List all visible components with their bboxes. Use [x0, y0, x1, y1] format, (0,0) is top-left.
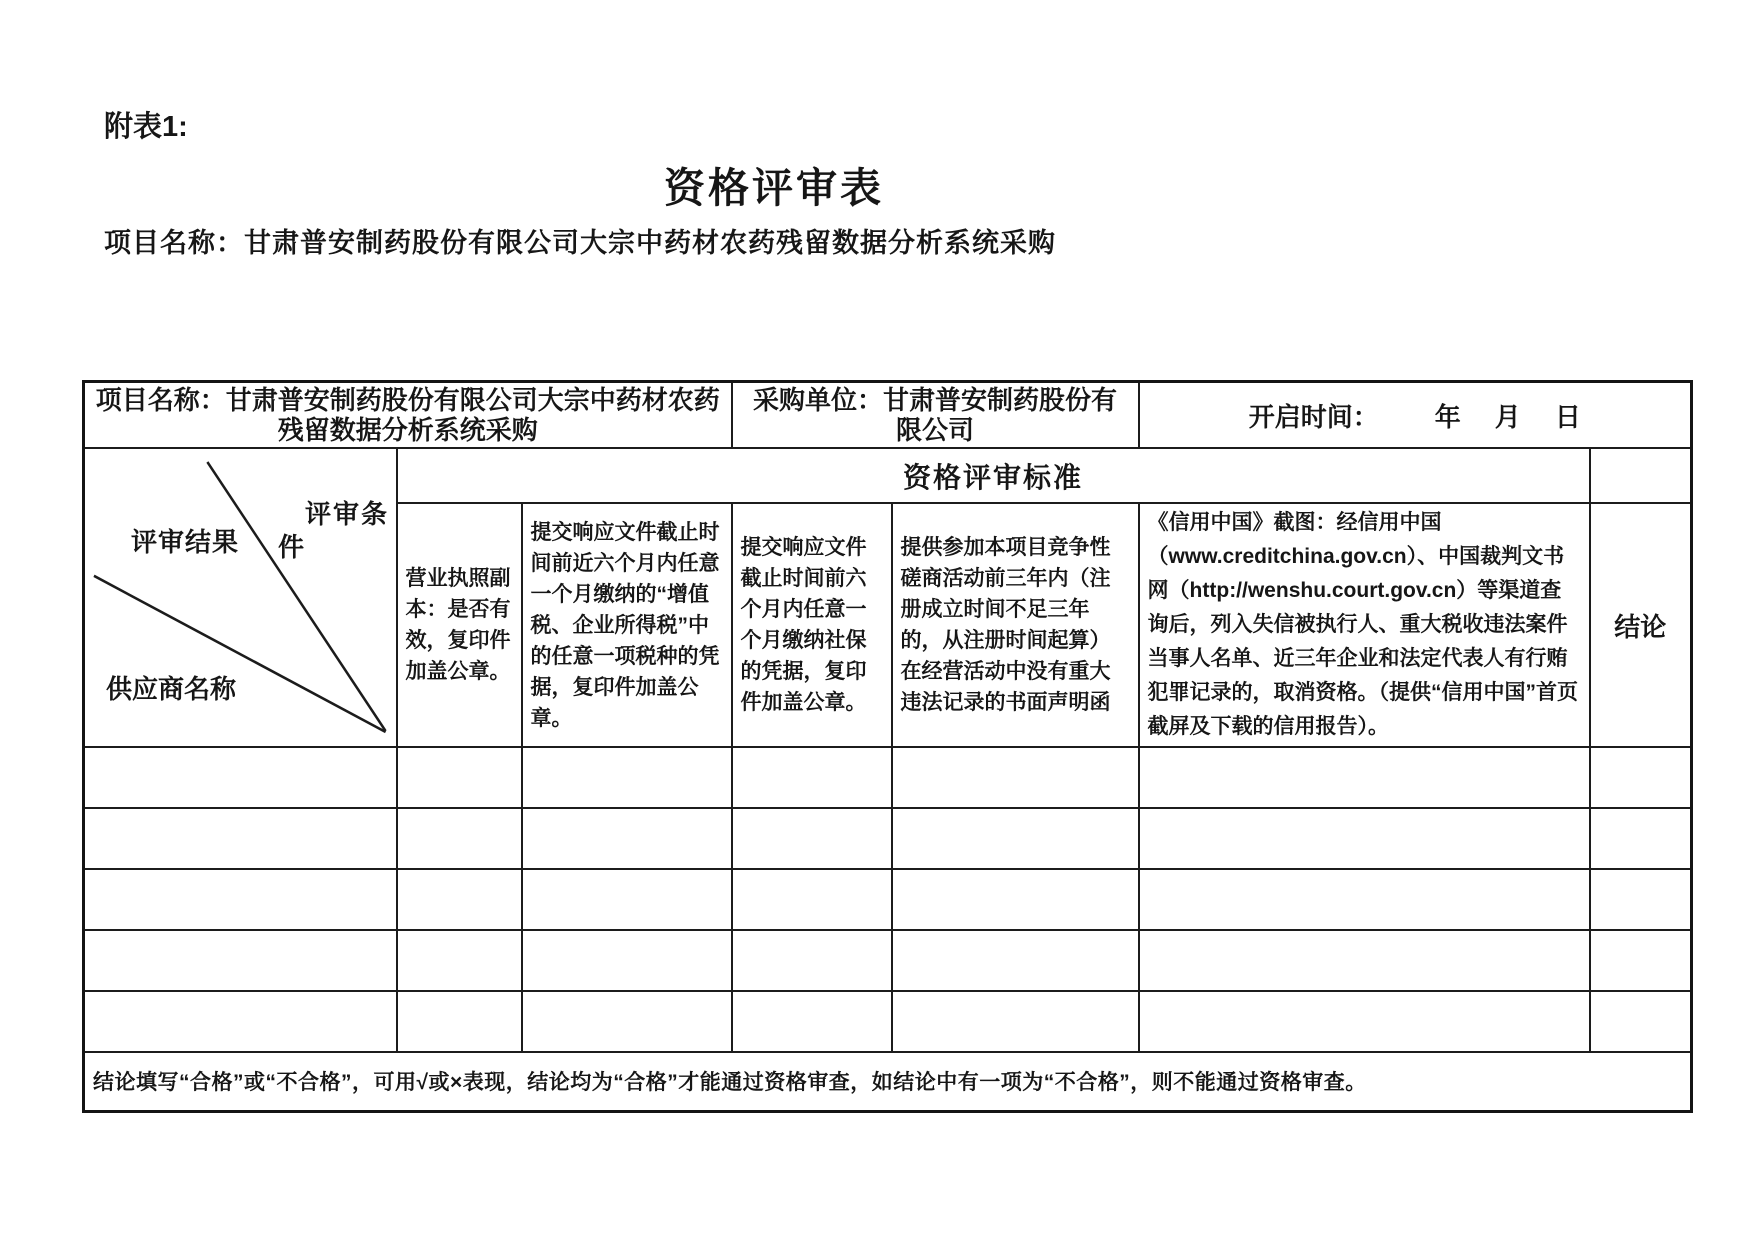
cell-open-time: [1139, 382, 1692, 449]
empty-cell: [522, 747, 732, 808]
corner-box: [93, 461, 388, 734]
empty-cell: [1139, 991, 1590, 1052]
supplier-row: [84, 930, 1692, 991]
supplier-row: [84, 747, 1692, 808]
empty-cell: [522, 991, 732, 1052]
criterion-social-security: 提交响应文件截止时间前六个月内任意一个月缴纳社保的凭据，复印件加盖公章。: [732, 503, 892, 747]
project-name-line: [104, 221, 1056, 260]
empty-cell: [892, 930, 1139, 991]
empty-cell: [84, 869, 397, 930]
corner-condition-label-line1: 评审条: [305, 499, 390, 529]
conclusion-header: 结论: [1590, 503, 1692, 747]
empty-cell: [84, 808, 397, 869]
criteria-banner: 资格评审标准: [397, 448, 1590, 503]
title-wrap: [0, 155, 1548, 214]
appendix-label: 附表1:: [104, 111, 188, 143]
empty-cell: [732, 930, 892, 991]
corner-supplier-label: 供应商名称: [106, 674, 237, 704]
empty-cell: [397, 930, 522, 991]
empty-cell: [1590, 991, 1692, 1052]
supplier-row: [84, 991, 1692, 1052]
criterion-tax-payment: 提交响应文件截止时间前近六个月内任意一个月缴纳的“增值税、企业所得税”中的任意一项税种的凭据，复印件加盖公章。: [522, 503, 732, 747]
empty-cell: [1590, 808, 1692, 869]
empty-cell: [1590, 747, 1692, 808]
corner-result-label: 评审结果: [131, 527, 240, 557]
corner-cell: [84, 448, 397, 747]
empty-cell: [397, 808, 522, 869]
empty-cell: [1139, 747, 1590, 808]
page-title: 资格评审表: [664, 165, 884, 211]
empty-cell: [397, 991, 522, 1052]
empty-cell: [1590, 930, 1692, 991]
footnote-row: [84, 1052, 1692, 1111]
year-label: 年: [1434, 401, 1461, 432]
supplier-row: [84, 869, 1692, 930]
empty-cell: [1590, 869, 1692, 930]
project-name-value: 甘肃普安制药股份有限公司大宗中药材农药残留数据分析系统采购: [244, 228, 1056, 258]
month-label: 月: [1494, 401, 1521, 432]
open-time-line: [1148, 397, 1683, 434]
corner-condition-label-line2: 件: [278, 532, 305, 562]
empty-cell: [732, 869, 892, 930]
empty-cell: [522, 930, 732, 991]
empty-cell: [522, 869, 732, 930]
empty-cell: [84, 930, 397, 991]
empty-cell: [1139, 808, 1590, 869]
criterion-credit-china: 《信用中国》截图：经信用中国（www.creditchina.gov.cn）、中国裁判文书网（http://wenshu.court.gov.cn）等渠道查询后，列入失信被执行人、重大税收违法案件当事人名单、近三年企业和法定代表人有行贿犯罪记录的，取消资格。（提供“信用中国”首页截屏及下载的信用报告）。: [1139, 503, 1590, 747]
empty-cell: [1139, 869, 1590, 930]
empty-cell: [84, 747, 397, 808]
empty-cell: [732, 747, 892, 808]
empty-cell: [732, 991, 892, 1052]
empty-cell: [732, 808, 892, 869]
day-label: 日: [1554, 401, 1581, 432]
empty-cell: [892, 808, 1139, 869]
empty-cell: [522, 808, 732, 869]
empty-cell: [397, 747, 522, 808]
cell-purchaser: 采购单位：甘肃普安制药股份有限公司: [732, 382, 1139, 449]
project-name-label: 项目名称：: [104, 228, 244, 258]
empty-cell: [397, 869, 522, 930]
empty-cell: [1139, 930, 1590, 991]
supplier-row: [84, 808, 1692, 869]
footnote-text: 结论填写“合格”或“不合格”，可用√或×表现，结论均为“合格”才能通过资格审查，如结论中有一项为“不合格”，则不能通过资格审查。: [84, 1052, 1692, 1111]
criterion-declaration-letter: 提供参加本项目竞争性磋商活动前三年内（注册成立时间不足三年的，从注册时间起算）在经营活动中没有重大违法记录的书面声明函: [892, 503, 1139, 747]
empty-cell: [892, 991, 1139, 1052]
criteria-banner-row: [84, 448, 1692, 503]
criterion-business-license: 营业执照副本：是否有效，复印件加盖公章。: [397, 503, 522, 747]
empty-cell: [1590, 448, 1692, 503]
cell-project-name: 项目名称：甘肃普安制药股份有限公司大宗中药材农药残留数据分析系统采购: [84, 382, 732, 449]
table-header-row: [84, 382, 1692, 449]
qualification-review-table: [82, 380, 1693, 1113]
empty-cell: [892, 747, 1139, 808]
empty-cell: [84, 991, 397, 1052]
empty-cell: [892, 869, 1139, 930]
open-time-label: 开启时间：: [1248, 401, 1379, 432]
